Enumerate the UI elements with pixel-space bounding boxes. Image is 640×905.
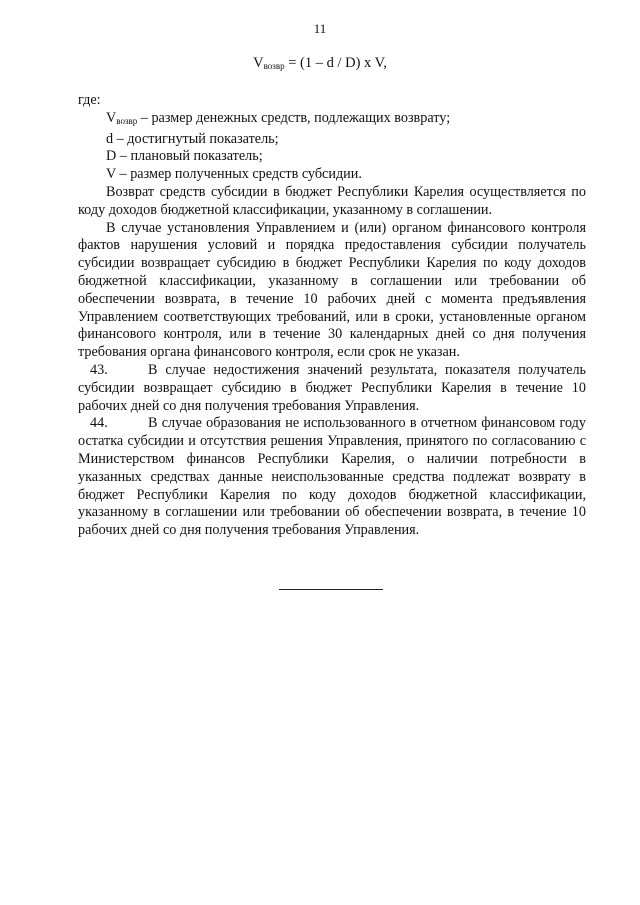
definition-subscript: возвр	[116, 115, 138, 126]
page-number: 11	[313, 21, 327, 36]
formula-lhs-symbol: V	[253, 55, 264, 71]
definitions-intro: где:	[78, 92, 101, 108]
definition-v-return	[78, 110, 586, 131]
paragraph-item-43	[78, 362, 586, 415]
definition-text: – достигнутый показатель;	[113, 130, 279, 147]
definition-text: – плановый показатель;	[116, 148, 263, 165]
paragraph-item-44	[78, 415, 586, 540]
definition-d-achieved	[78, 131, 586, 149]
definition-v-received	[78, 166, 586, 184]
definition-symbol: D	[106, 148, 117, 165]
definition-symbol: d	[106, 130, 114, 147]
item-text: В случае недостижения значений результата, показателя получатель субсидии возвращает субсидию в бюджет Республики Карелия в течение 10 рабочих дней со дня получения требования Управления.	[78, 361, 586, 414]
item-text: В случае образования не использованного в отчетном финансовом году остатка субсидии и отсутствия решения Управления, принятого по согласованию с Министерством финансов Республики Карелия, о наличии потребности в указанных средствах данные неиспользованные средства подлежат возврату в бюджет Республики Карелия по коду доходов бюджетной классификации, указанному в соглашении или требовании об обеспечении возврата, в течение 10 рабочих дней со дня получения требования Управления.	[78, 415, 586, 539]
item-number: 43.	[90, 361, 108, 378]
end-divider	[279, 589, 383, 590]
paragraph-return-budget: Возврат средств субсидии в бюджет Республики Карелия осуществляется по коду доходов бюджетной классификации, указанному в соглашении.	[78, 183, 586, 218]
definition-text: – размер денежных средств, подлежащих возврату;	[137, 109, 451, 126]
formula-rhs: = (1 – d / D) x V,	[284, 55, 387, 71]
definition-symbol: V	[106, 109, 117, 126]
definition-d-planned	[78, 148, 586, 166]
refund-formula	[0, 55, 640, 72]
paragraph-violation: В случае установления Управлением и (или) органом финансового контроля фактов нарушения условий и порядка предоставления субсидии получатель субсидии возвращает субсидию в бюджет Республики Карелия по коду доходов бюджетной классификации, указанному в соглашении или требовании об обеспечении возврата, в течение 10 рабочих дней с момента предъявления Управлением соответствующих требований, или в сроки, установленные органом финансового контроля, или в течение 30 календарных дней со дня получения требования органа финансового контроля, если срок не указан.	[78, 219, 586, 361]
document-body	[78, 92, 586, 540]
definition-symbol: V	[106, 166, 116, 183]
definition-text: – размер полученных средств субсидии.	[116, 166, 362, 183]
item-number: 44.	[90, 415, 108, 432]
formula-lhs-subscript: возвр	[263, 61, 285, 71]
